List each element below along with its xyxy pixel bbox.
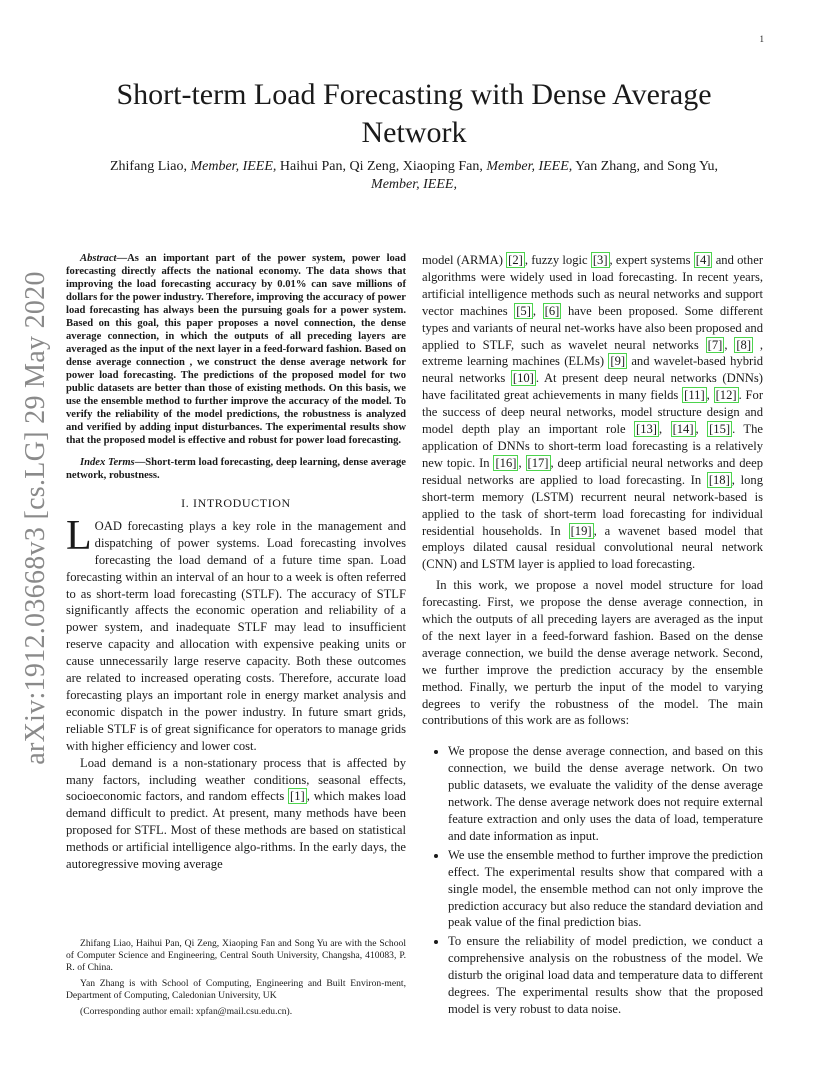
paragraph-text: ,	[518, 455, 526, 470]
citation-link[interactable]: [8]	[736, 337, 752, 352]
arxiv-identifier-text: arXiv:1912.03668v3 [cs.LG] 29 May 2020	[20, 271, 51, 765]
paragraph-text: ,	[695, 422, 708, 437]
list-item: • We use the ensemble method to further improve the prediction effect. The experimental results show that compared with a single model, the ensemble method can not only improve the prediction accuracy but also reduce the standard deviation and peak value of the final prediction bias.	[448, 847, 763, 932]
right-column	[422, 252, 763, 1020]
paragraph-text: and wavelet-based hybrid neural networks	[422, 354, 763, 386]
citation-link[interactable]: [2]	[508, 253, 523, 267]
paragraph-text: ,	[532, 303, 543, 318]
author-name: Haihui Pan, Qi Zeng, Xiaoping Fan,	[276, 159, 487, 174]
index-terms-text: —Short-term load forecasting, deep learning, dense average network, robustness.	[66, 457, 406, 481]
citation-link[interactable]: [1]	[290, 789, 305, 804]
author-list	[90, 158, 738, 194]
paragraph-text: have been proposed. Some different types and variants of neural net-works have also been proposed and applied to STLF, such as wavelet neural networks	[422, 303, 763, 352]
citation-link[interactable]: [10]	[512, 371, 534, 386]
intro-paragraph-1-text: OAD forecasting plays a key role in the management and dispatching of power systems. Load forecasting involves forecasting the load demand of a future time span. Load forecasting within an interval of an hour to a week is often referred to as short-term load forecasting (STLF). The accuracy of STLF significantly affects the economic operation and reliability of a power system, and inadequate STLF may lead to insufficient reserve capacity and allocation with expensive peaking units or cause unnecessarily large reserve capacity. Both these outcomes are related to increased operating costs. Therefore, accurate load forecasting plays an important role in energy market analysis and economic dispatch in the power industry. In future smart grids, reliable STLF is of great significance for operators to manage grids with higher efficiency and lower cost.	[66, 518, 406, 753]
paragraph-text: , extreme learning machines (ELMs)	[422, 337, 764, 369]
paragraph-text: ,	[724, 337, 735, 352]
abstract-label: Abstract	[80, 253, 117, 264]
citation-link[interactable]: [4]	[695, 253, 711, 267]
paragraph-text: model (ARMA)	[422, 253, 507, 267]
paragraph-text: and other algorithms were widely used in load forecasting. In recent years, artificial intelligence methods such as neural networks and support vector machines	[422, 253, 764, 318]
arxiv-identifier-stamp	[18, 271, 54, 765]
footnote-corresponding-author: (Corresponding author email: xpfan@mail.csu.edu.cn).	[80, 1006, 293, 1017]
author-affiliation-tag: Member, IEEE,	[190, 159, 277, 174]
section-heading-introduction: I. INTRODUCTION	[181, 496, 291, 510]
footnotes	[66, 938, 406, 1022]
paragraph-text: , deep artificial neural networks and deep residual networks are applied to load forecasting. In	[422, 455, 764, 487]
citation-link[interactable]: [12]	[715, 388, 737, 403]
author-affiliation-tag: Member, IEEE,	[371, 177, 457, 192]
footnote-affiliation: Zhifang Liao, Haihui Pan, Qi Zeng, Xiaoping Fan and Song Yu are with the School of Computer Science and Engineering, Central South University, Changsha, 410083, P. R. of China.	[66, 938, 406, 973]
author-name: Yan Zhang, and Song Yu,	[572, 159, 719, 174]
citation-link[interactable]: [18]	[708, 472, 730, 487]
list-item: • To ensure the reliability of model prediction, we conduct a comprehensive analysis on the robustness of the model. We disturb the original load data and temperature data to different degrees. The experimental results show that the proposed model is very robust to data noise.	[448, 933, 763, 1018]
citation-link[interactable]: [5]	[516, 303, 531, 318]
paragraph-text: . For the success of deep neural networks, model structure design and model depth play an important role	[422, 388, 764, 437]
citation-link[interactable]: [16]	[495, 455, 517, 470]
drop-cap: L	[66, 512, 92, 559]
paragraph-text: . The application of DNNs to short-term load forecasting is a relatively new topic. In	[422, 422, 764, 470]
list-item: • We propose the dense average connection, and based on this connection, we build the dense average network. On two public datasets, we evaluate the validity of the dense average network. The dense average network does not require external feature extraction and only uses the data of load, temperature and date information as input.	[448, 743, 763, 844]
paragraph-text: , fuzzy logic	[524, 253, 591, 267]
paragraph-text: , a wavenet based model that employs dilated causal residual convolutional neural network (CNN) and LSTM layer is applied to load forecasting.	[422, 523, 763, 572]
citation-link[interactable]: [3]	[592, 253, 608, 267]
index-terms-label: Index Terms	[80, 457, 135, 468]
citation-link[interactable]: [17]	[527, 455, 549, 470]
paragraph-text: ,	[659, 422, 671, 437]
author-affiliation-tag: Member, IEEE,	[486, 159, 573, 174]
citation-link[interactable]: [14]	[672, 422, 694, 437]
citation-link[interactable]: [13]	[636, 422, 657, 437]
intro-paragraph-2	[66, 755, 406, 873]
contributions-list	[422, 743, 763, 1018]
citation-link[interactable]: [7]	[707, 337, 723, 352]
author-name: Zhifang Liao,	[109, 159, 191, 174]
footnote-affiliation: Yan Zhang is with School of Computing, Engineering and Built Environ-ment, Department of Computing, Caledonian University, UK	[66, 978, 406, 1001]
paper-title: Short-term Load Forecasting with Dense Average Network	[116, 78, 712, 149]
intro-paragraph-4: In this work, we propose a novel model structure for load forecasting. First, we propose the dense average connection, in which the outputs of all preceding layers are averaged as the input of the next layer in a feed-forward fashion. Based on the dense average connection, we build the dense average network. Second, we further improve the prediction accuracy by the ensemble method. Finally, we perturb the input of the model to varying degrees to verify the robustness of the model. The main contributions of this work are as follows:	[422, 578, 763, 728]
abstract	[66, 252, 406, 447]
paragraph-text: . At present deep neural networks (DNNs) have facilitated great achievements in many fields	[422, 371, 763, 403]
citation-link[interactable]: [15]	[709, 422, 731, 437]
paragraph-text: , which makes load demand difficult to predict. At present, many methods have been proposed for STFL. Most of these methods are based on statistical methods or artificial intelligence algo-rithms. In the early days, the autoregressive moving average	[66, 789, 406, 872]
intro-paragraph-3	[422, 252, 763, 573]
citation-link[interactable]: [11]	[684, 388, 705, 403]
paragraph-text: Load demand is a non-stationary process that is affected by many factors, including weather conditions, seasonal effects, socioeconomic factors, and random effects	[66, 755, 406, 804]
citation-link[interactable]: [6]	[544, 303, 560, 318]
paragraph-text: , expert systems	[609, 253, 694, 267]
page-number: 1	[759, 34, 764, 44]
left-column	[66, 252, 406, 873]
index-terms	[66, 456, 406, 482]
abstract-text: —As an important part of the power system, power load forecasting directly affects the national economy. The data shows that improving the load forecasting accuracy by 0.01% can save millions of dollars for the power industry. Therefore, improving the accuracy of power load forecasting has always been the pursuing goals for a power system. Based on this goal, this paper proposes a novel connection, the dense average connection, in which the outputs of all preceding layers are averaged as the input of the next layer in a feed-forward fashion. Based on dense average connection , we construct the dense average network for power load forecasting. The predictions of the proposed model for two public datasets are better than those of existing methods. On this basis, we use the ensemble method to further improve the accuracy of the model. To verify the reliability of the model predictions, the robustness is analyzed and verified by adding input disturbances. The experimental results show that the proposed model is effective and robust for power load forecasting.	[66, 253, 406, 446]
citation-link[interactable]: [9]	[610, 354, 626, 369]
citation-link[interactable]: [19]	[570, 523, 592, 538]
intro-paragraph-1	[66, 512, 406, 755]
paragraph-text: ,	[706, 388, 714, 403]
paragraph-text: , long short-term memory (LSTM) recurrent neural network-based is applied to the task of short-term load forecasting for individual residential households. In	[422, 472, 763, 538]
